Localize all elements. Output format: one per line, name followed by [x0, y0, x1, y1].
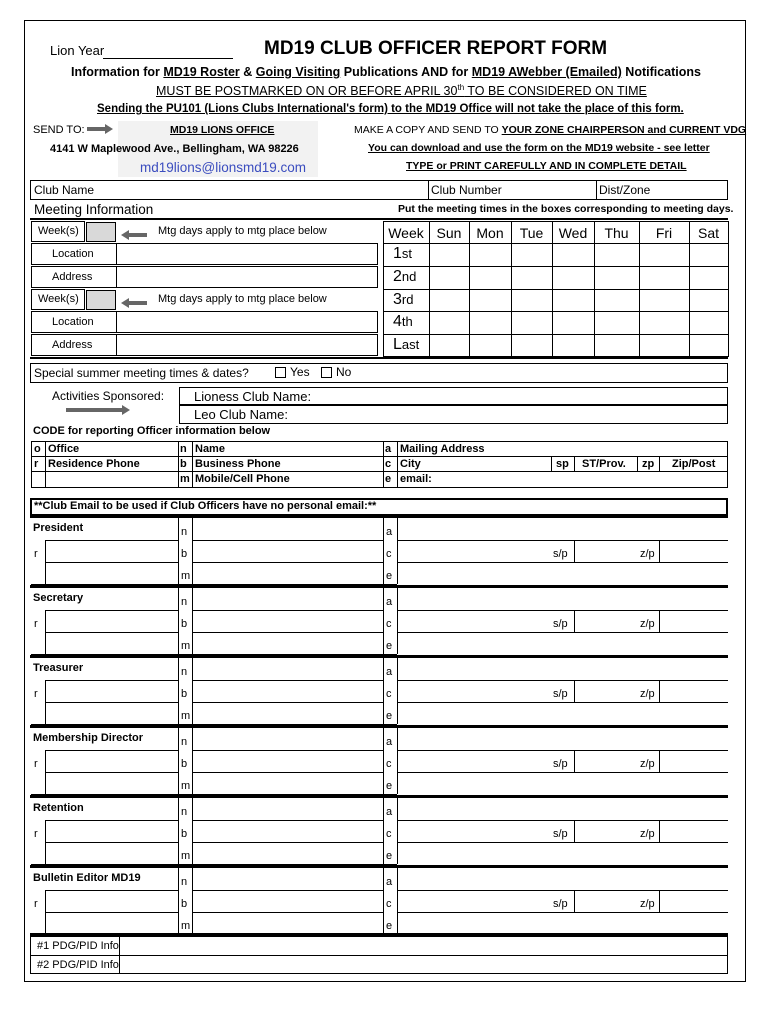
letter-zp: z/p — [640, 828, 655, 840]
time-cell[interactable] — [639, 311, 690, 335]
week-number: 2 — [393, 268, 402, 285]
info-prefix: Information for — [71, 65, 164, 79]
letter-m: m — [181, 640, 191, 652]
letter-c: c — [386, 618, 392, 630]
letter-c: c — [386, 548, 392, 560]
officer-field[interactable] — [46, 703, 178, 723]
week-label — [393, 314, 413, 330]
officer-field[interactable] — [46, 751, 178, 771]
officer-title: Retention — [33, 802, 84, 814]
rule — [637, 456, 638, 471]
code-cell: b — [180, 458, 187, 470]
apply-note: Mtg days apply to mtg place below — [158, 225, 327, 237]
day-mon: Mon — [476, 225, 504, 241]
officer-field[interactable] — [193, 681, 383, 701]
time-cell[interactable] — [594, 243, 640, 267]
officer-field[interactable] — [46, 891, 178, 911]
time-cell[interactable] — [552, 311, 595, 335]
rule — [31, 456, 728, 457]
time-cell[interactable] — [511, 266, 553, 290]
code-cell: c — [385, 458, 392, 470]
officer-separator — [30, 585, 728, 588]
letter-b: b — [181, 618, 188, 630]
officer-field[interactable] — [398, 821, 728, 841]
officer-field[interactable] — [398, 611, 728, 631]
office-email[interactable]: md19lions@lionsmd19.com — [140, 160, 307, 175]
officer-separator — [30, 865, 728, 868]
letter-b: b — [181, 758, 188, 770]
rule — [178, 441, 179, 487]
officer-field[interactable] — [398, 891, 728, 911]
week-label — [393, 337, 419, 353]
rule — [659, 456, 660, 471]
email-note: **Club Email to be used if Club Officers have no personal email:** — [34, 500, 377, 512]
leo-label: Leo Club Name: — [194, 407, 288, 422]
letter-r: r — [34, 548, 38, 560]
office-address: 4141 W Maplewood Ave., Bellingham, WA 98226 — [50, 143, 299, 155]
rule — [383, 728, 384, 794]
officer-field[interactable] — [398, 913, 728, 933]
rule — [178, 868, 179, 934]
letter-r: r — [34, 898, 38, 910]
week-number: 3 — [393, 291, 402, 308]
codes-heading: CODE for reporting Officer information below — [33, 425, 271, 437]
time-cell[interactable] — [511, 311, 553, 335]
officer-field[interactable] — [193, 913, 383, 933]
rule — [178, 588, 179, 654]
letter-zp: z/p — [640, 898, 655, 910]
rule — [383, 441, 384, 487]
rule — [178, 658, 179, 724]
pu101-note: Sending the PU101 (Lions Clubs International's form) to the MD19 Office will not take the place of this form. — [97, 103, 684, 115]
letter-a: a — [386, 666, 393, 678]
club-name-label: Club Name — [34, 183, 95, 197]
rule — [383, 658, 384, 724]
day-thu: Thu — [604, 225, 629, 241]
address-label: Address — [52, 339, 93, 351]
officer-field[interactable] — [193, 563, 383, 583]
postmark-a: MUST BE POSTMARKED ON OR BEFORE APRIL 30 — [156, 84, 458, 99]
time-cell[interactable] — [689, 334, 729, 357]
letter-m: m — [181, 570, 191, 582]
pdg-label: #1 PDG/PID Info — [37, 940, 119, 952]
code-cell: o — [34, 443, 41, 455]
office-name: MD19 LIONS OFFICE — [170, 124, 275, 136]
pdg-label: #2 PDG/PID Info — [37, 959, 119, 971]
code-cell: a — [385, 443, 392, 455]
rule — [178, 798, 179, 864]
letter-r: r — [34, 758, 38, 770]
letter-sp: s/p — [553, 548, 568, 560]
officer-field[interactable] — [398, 703, 728, 723]
letter-b: b — [181, 688, 188, 700]
letter-c: c — [386, 758, 392, 770]
letter-e: e — [386, 920, 393, 932]
letter-b: b — [181, 828, 188, 840]
officer-field[interactable] — [46, 913, 178, 933]
postmark-sup: th — [457, 83, 465, 92]
officer-field[interactable] — [46, 821, 178, 841]
letter-sp: s/p — [553, 618, 568, 630]
day-wed: Wed — [558, 225, 588, 241]
code-st-prov: ST/Prov. — [582, 458, 626, 470]
activities-label: Activities Sponsored: — [52, 389, 165, 403]
location-label: Location — [52, 248, 94, 260]
time-cell[interactable] — [594, 289, 640, 312]
club-number-label: Club Number — [431, 183, 502, 197]
type-note: TYPE or PRINT CAREFULLY AND IN COMPLETE DETAIL — [406, 160, 687, 172]
officer-field[interactable] — [398, 681, 728, 701]
time-cell[interactable] — [594, 311, 640, 335]
officer-field[interactable] — [46, 843, 178, 863]
week-label — [393, 246, 412, 262]
letter-n: n — [181, 876, 188, 888]
lion-year-label: Lion Year — [50, 43, 105, 58]
week-label — [393, 269, 416, 285]
letter-e: e — [386, 780, 393, 792]
time-cell[interactable] — [429, 289, 470, 312]
officer-field[interactable] — [398, 843, 728, 863]
location-input[interactable] — [116, 243, 378, 265]
rule — [45, 441, 46, 487]
weeks-label: Week(s) — [38, 293, 79, 305]
arrow-right-icon — [66, 405, 130, 415]
letter-m: m — [181, 710, 191, 722]
time-cell[interactable] — [639, 266, 690, 290]
postmark-b: TO BE CONSIDERED ON TIME — [464, 84, 647, 99]
arrow-right-icon — [87, 124, 113, 134]
letter-e: e — [386, 850, 393, 862]
time-cell[interactable] — [639, 334, 690, 357]
time-cell[interactable] — [511, 289, 553, 312]
officer-field[interactable] — [193, 869, 383, 889]
rule — [383, 518, 384, 584]
officer-field[interactable] — [46, 773, 178, 793]
week-suffix: ast — [401, 337, 420, 352]
time-cell[interactable] — [511, 334, 553, 357]
time-cell[interactable] — [429, 243, 470, 267]
officer-field[interactable] — [193, 891, 383, 911]
rule — [192, 441, 193, 487]
summer-no-label: No — [336, 365, 352, 379]
letter-e: e — [386, 570, 393, 582]
time-cell[interactable] — [511, 243, 553, 267]
code-cell: Business Phone — [195, 458, 281, 470]
officer-field[interactable] — [193, 799, 383, 819]
letter-a: a — [386, 736, 393, 748]
pdg-input[interactable] — [119, 936, 728, 956]
letter-b: b — [181, 548, 188, 560]
time-cell[interactable] — [552, 243, 595, 267]
rule — [574, 456, 575, 471]
code-cell: City — [400, 458, 421, 470]
code-zip-post: Zip/Post — [672, 458, 716, 470]
summer-yes-label: Yes — [290, 365, 310, 379]
time-cell[interactable] — [469, 289, 512, 312]
officer-field[interactable] — [398, 541, 728, 561]
week-suffix: nd — [401, 269, 417, 284]
summer-yes[interactable] — [275, 366, 310, 378]
time-cell[interactable] — [552, 266, 595, 290]
address-input[interactable] — [116, 266, 378, 288]
letter-n: n — [181, 666, 188, 678]
time-cell[interactable] — [429, 311, 470, 335]
day-sat: Sat — [697, 225, 719, 241]
officer-field[interactable] — [398, 869, 728, 889]
letter-sp: s/p — [553, 758, 568, 770]
pdg-separator — [30, 933, 728, 936]
time-cell[interactable] — [469, 266, 512, 290]
time-cell[interactable] — [429, 334, 470, 357]
week-label — [393, 292, 413, 308]
officer-title: Membership Director — [33, 732, 144, 744]
letter-r: r — [34, 618, 38, 630]
week-suffix: rd — [401, 292, 414, 307]
letter-m: m — [181, 780, 191, 792]
copy-note — [354, 125, 746, 136]
info-awebber: MD19 AWebber (Emailed) — [471, 65, 622, 79]
officer-field[interactable] — [398, 633, 728, 653]
officer-separator — [30, 515, 728, 518]
letter-c: c — [386, 688, 392, 700]
letter-sp: s/p — [553, 688, 568, 700]
location-input[interactable] — [116, 311, 378, 333]
officer-field[interactable] — [46, 681, 178, 701]
officer-field[interactable] — [398, 799, 728, 819]
officer-separator — [30, 725, 728, 728]
letter-sp: s/p — [553, 898, 568, 910]
letter-n: n — [181, 596, 188, 608]
officer-title: President — [33, 522, 84, 534]
officer-field[interactable] — [398, 659, 728, 679]
officer-field[interactable] — [193, 821, 383, 841]
rule — [383, 868, 384, 934]
officer-separator — [30, 795, 728, 798]
arrow-left-icon — [121, 295, 147, 305]
download-note: You can download and use the form on the MD19 website - see letter — [368, 142, 710, 154]
day-week: Week — [388, 225, 424, 241]
time-cell[interactable] — [689, 266, 729, 290]
rule — [383, 798, 384, 864]
officer-field[interactable] — [193, 703, 383, 723]
officer-field[interactable] — [193, 659, 383, 679]
info-visiting: Going Visiting — [255, 65, 341, 79]
code-cell: n — [180, 443, 187, 455]
letter-n: n — [181, 526, 188, 538]
officer-field[interactable] — [398, 519, 728, 539]
letter-c: c — [386, 828, 392, 840]
time-cell[interactable] — [689, 289, 729, 312]
letter-a: a — [386, 596, 393, 608]
officer-field[interactable] — [193, 773, 383, 793]
letter-m: m — [181, 920, 191, 932]
info-line — [71, 66, 701, 79]
officer-field[interactable] — [193, 611, 383, 631]
time-cell[interactable] — [594, 266, 640, 290]
postmark-line — [156, 84, 647, 98]
officer-title: Treasurer — [33, 662, 84, 674]
code-cell: m — [180, 473, 190, 485]
officer-field[interactable] — [46, 611, 178, 631]
officer-title: Secretary — [33, 592, 84, 604]
letter-m: m — [181, 850, 191, 862]
letter-zp: z/p — [640, 758, 655, 770]
week-number: 1 — [393, 245, 402, 262]
letter-n: n — [181, 806, 188, 818]
letter-a: a — [386, 876, 393, 888]
letter-r: r — [34, 688, 38, 700]
time-cell[interactable] — [639, 289, 690, 312]
info-amp: & — [239, 65, 256, 79]
time-cell[interactable] — [552, 334, 595, 357]
letter-e: e — [386, 710, 393, 722]
code-cell: Residence Phone — [48, 458, 140, 470]
lion-year-field[interactable] — [103, 58, 233, 59]
week-suffix: th — [401, 314, 413, 329]
time-cell[interactable] — [689, 311, 729, 335]
location-label: Location — [52, 316, 94, 328]
officer-field[interactable] — [193, 729, 383, 749]
form-title: MD19 CLUB OFFICER REPORT FORM — [264, 38, 608, 59]
letter-c: c — [386, 898, 392, 910]
summer-question: Special summer meeting times & dates? — [34, 366, 249, 380]
time-cell[interactable] — [639, 243, 690, 267]
officer-field[interactable] — [398, 729, 728, 749]
letter-r: r — [34, 828, 38, 840]
code-sp: sp — [556, 458, 569, 470]
officer-field[interactable] — [46, 633, 178, 653]
apply-note: Mtg days apply to mtg place below — [158, 293, 327, 305]
time-cell[interactable] — [429, 266, 470, 290]
letter-zp: z/p — [640, 618, 655, 630]
rule — [397, 441, 398, 487]
officer-field[interactable] — [398, 589, 728, 609]
week-number: 4 — [393, 313, 402, 330]
letter-zp: z/p — [640, 548, 655, 560]
time-cell[interactable] — [469, 311, 512, 335]
info-mid: Publications AND for — [340, 65, 472, 79]
rule — [178, 518, 179, 584]
day-fri: Fri — [655, 225, 673, 241]
officer-field[interactable] — [398, 751, 728, 771]
day-sun: Sun — [436, 225, 462, 241]
info-roster: MD19 Roster — [163, 65, 240, 79]
time-cell[interactable] — [469, 243, 512, 267]
meeting-note: Put the meeting times in the boxes corresponding to meeting days. — [398, 203, 734, 215]
time-cell[interactable] — [469, 334, 512, 357]
officer-field[interactable] — [193, 519, 383, 539]
send-to-label: SEND TO: — [33, 124, 85, 136]
lioness-label: Lioness Club Name: — [194, 389, 312, 404]
checkbox-yes[interactable] — [275, 367, 286, 378]
rule — [383, 588, 384, 654]
officer-field[interactable] — [46, 563, 178, 583]
officer-field[interactable] — [46, 541, 178, 561]
copy-bold: YOUR ZONE CHAIRPERSON and CURRENT VDG — [501, 124, 747, 136]
letter-zp: z/p — [640, 688, 655, 700]
code-cell: Mobile/Cell Phone — [195, 473, 290, 485]
time-cell[interactable] — [594, 334, 640, 357]
copy-prefix: MAKE A COPY AND SEND TO — [354, 124, 502, 136]
meeting-heading: Meeting Information — [34, 202, 154, 217]
info-suffix: Notifications — [621, 65, 701, 79]
weeks-label: Week(s) — [38, 225, 79, 237]
officer-field[interactable] — [193, 751, 383, 771]
weeks-input[interactable] — [86, 290, 116, 310]
letter-a: a — [386, 806, 393, 818]
summer-no[interactable] — [321, 366, 351, 378]
officer-field[interactable] — [193, 589, 383, 609]
code-zp: zp — [642, 458, 655, 470]
code-cell: Name — [195, 443, 225, 455]
dist-zone-label: Dist/Zone — [599, 183, 651, 197]
rule — [178, 728, 179, 794]
letter-n: n — [181, 736, 188, 748]
officer-field[interactable] — [193, 633, 383, 653]
letter-b: b — [181, 898, 188, 910]
rule — [551, 456, 552, 471]
letter-a: a — [386, 526, 393, 538]
officer-field[interactable] — [193, 541, 383, 561]
officer-separator — [30, 655, 728, 658]
week-number: L — [393, 336, 402, 353]
officer-field[interactable] — [193, 843, 383, 863]
officer-field[interactable] — [398, 563, 728, 583]
rule — [31, 471, 728, 472]
code-cell: r — [34, 458, 39, 470]
code-cell: email: — [400, 473, 432, 485]
address-input[interactable] — [116, 334, 378, 356]
code-cell: e — [385, 473, 392, 485]
time-cell[interactable] — [689, 243, 729, 267]
letter-e: e — [386, 640, 393, 652]
address-label: Address — [52, 271, 93, 283]
day-tue: Tue — [519, 225, 544, 241]
arrow-left-icon — [121, 227, 147, 237]
officer-field[interactable] — [398, 773, 728, 793]
checkbox-no[interactable] — [321, 367, 332, 378]
weeks-input[interactable] — [86, 222, 116, 242]
week-suffix: st — [401, 246, 413, 261]
code-cell: Office — [48, 443, 80, 455]
time-cell[interactable] — [552, 289, 595, 312]
pdg-input[interactable] — [119, 955, 728, 974]
code-cell: Mailing Address — [400, 443, 485, 455]
officer-title: Bulletin Editor MD19 — [33, 872, 141, 884]
letter-sp: s/p — [553, 828, 568, 840]
